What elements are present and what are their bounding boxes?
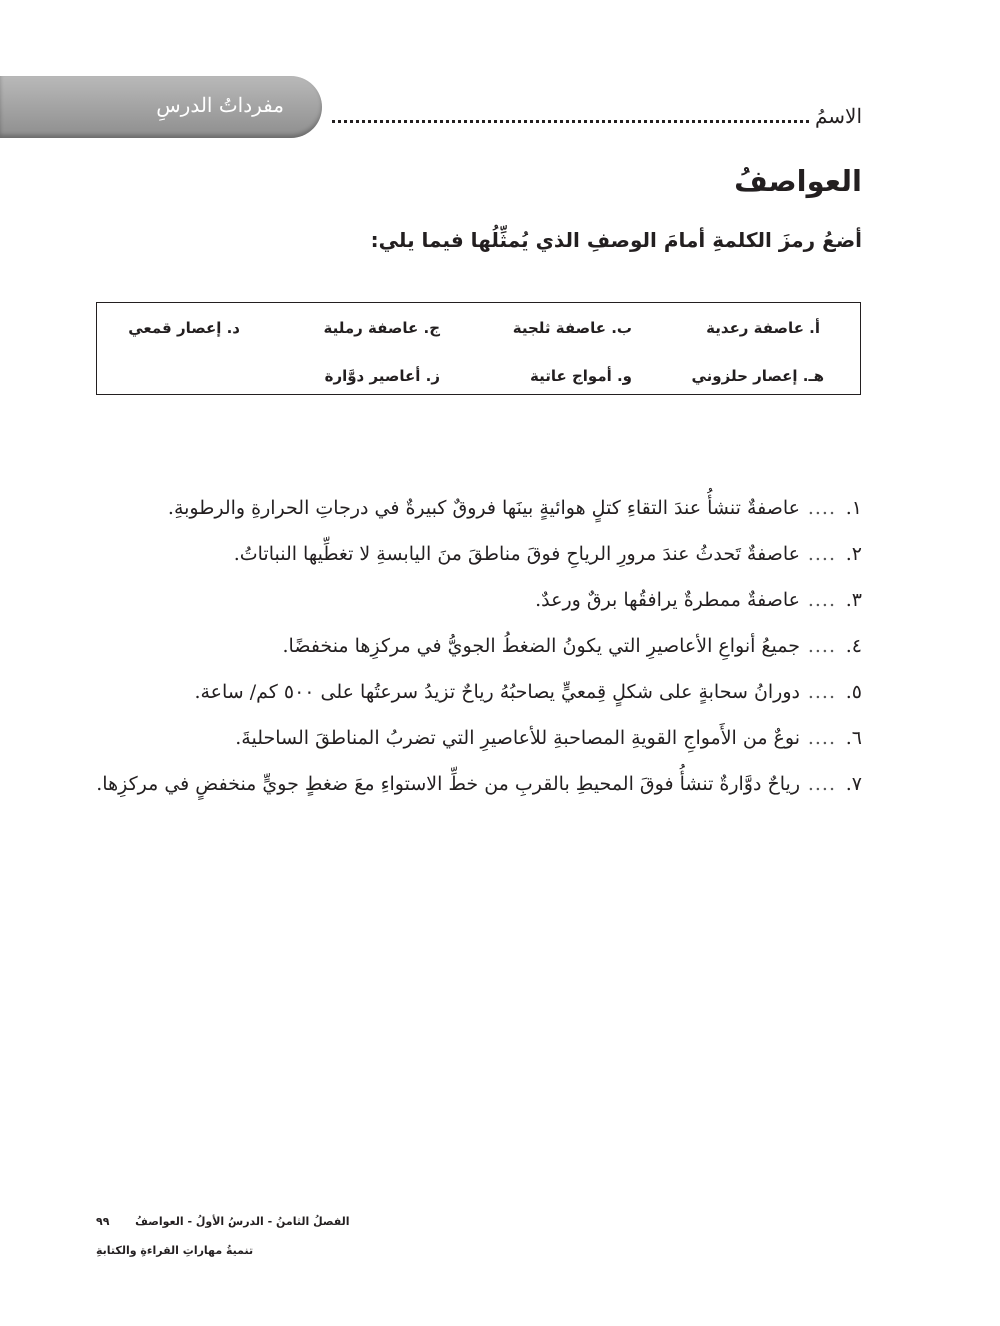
name-label: الاسمُ: [814, 104, 862, 128]
page-title: العواصفُ: [734, 164, 862, 198]
key-item: و. أمواج عاتية: [530, 367, 632, 385]
word-key-box: [96, 302, 861, 395]
question-item: [82, 531, 862, 577]
page-number: ٩٩: [96, 1215, 110, 1228]
key-item: ج. عاصفة رملية: [323, 319, 440, 337]
footer-chapter: الفصلُ الثامنُ - الدرسُ الأولُ - العواصفُ: [135, 1215, 350, 1228]
question-item: [82, 761, 862, 807]
question-number: ٧.: [845, 773, 862, 795]
footer-chapter-line: [96, 1215, 350, 1228]
question-text: نوعٌ من الأَمواجِ القويةِ المصاحبةِ للأعاصيرِ التي تضربُ المناطقَ الساحليةَ.: [235, 727, 800, 749]
answer-blank[interactable]: ....: [807, 589, 836, 611]
question-item: [82, 485, 862, 531]
footer-book-line: [96, 1244, 253, 1257]
question-item: [82, 715, 862, 761]
footer-book-title: تنميةُ مهاراتِ القراءةِ والكتابةِ: [96, 1244, 254, 1257]
question-number: ٥.: [845, 681, 862, 703]
question-number: ٣.: [845, 589, 862, 611]
key-item: هـ. إعصار حلزوني: [691, 367, 824, 385]
question-item: [82, 577, 862, 623]
answer-blank[interactable]: ....: [807, 497, 836, 519]
instruction-text: أضعُ رمزَ الكلمةِ أمامَ الوصفِ الذي يُمثِّلُها فيما يلي:: [370, 228, 862, 252]
key-item: ز. أعاصير دوَّارة: [324, 367, 440, 385]
question-text: عاصفةٌ ممطرةٌ يرافقُها برقٌ ورعدٌ.: [535, 589, 800, 611]
key-item: أ. عاصفة رعدية: [706, 319, 820, 337]
question-item: [82, 623, 862, 669]
question-number: ٢.: [845, 543, 862, 565]
answer-blank[interactable]: ....: [807, 727, 836, 749]
question-text: عاصفةٌ تنشأُ عندَ التقاءِ كتلٍ هوائيةٍ بينَها فروقٌ كبيرةٌ في درجاتِ الحرارةِ والرطوبةِ.: [167, 497, 800, 519]
answer-blank[interactable]: ....: [807, 543, 836, 565]
key-item: د. إعصار قمعي: [128, 319, 240, 337]
answer-blank[interactable]: ....: [807, 681, 836, 703]
question-text: رياحٌ دوَّارةٌ تنشأُ فوقَ المحيطِ بالقربِ من خطِّ الاستواءِ معَ ضغطٍ جويٍّ منخفضٍ في مركزِها.: [96, 773, 800, 795]
question-list: [82, 485, 862, 807]
question-number: ٤.: [845, 635, 862, 657]
lesson-vocabulary-tab: [0, 76, 322, 138]
question-number: ١.: [845, 497, 862, 519]
tab-label: مفرداتُ الدرسِ: [156, 93, 284, 117]
answer-blank[interactable]: ....: [807, 635, 836, 657]
question-number: ٦.: [845, 727, 862, 749]
question-text: عاصفةٌ تَحدثُ عندَ مرورِ الرياحِ فوقَ مناطقَ منَ اليابسةِ لا تغطِّيها النباتاتُ.: [233, 543, 800, 565]
name-field[interactable]: [332, 104, 862, 128]
answer-blank[interactable]: ....: [807, 773, 836, 795]
question-text: جميعُ أنواعِ الأعاصيرِ التي يكونُ الضغطُ الجويُّ في مركزِها منخفضًا.: [282, 635, 800, 657]
key-item: ب. عاصفة ثلجية: [512, 319, 632, 337]
name-dotted-line[interactable]: [332, 104, 809, 123]
question-text: دورانُ سحابةٍ على شكلٍ قِمعيٍّ يصاحبُهُ رياحٌ تزيدُ سرعتُها على ٥٠٠ كم/ ساعة.: [194, 681, 800, 703]
question-item: [82, 669, 862, 715]
